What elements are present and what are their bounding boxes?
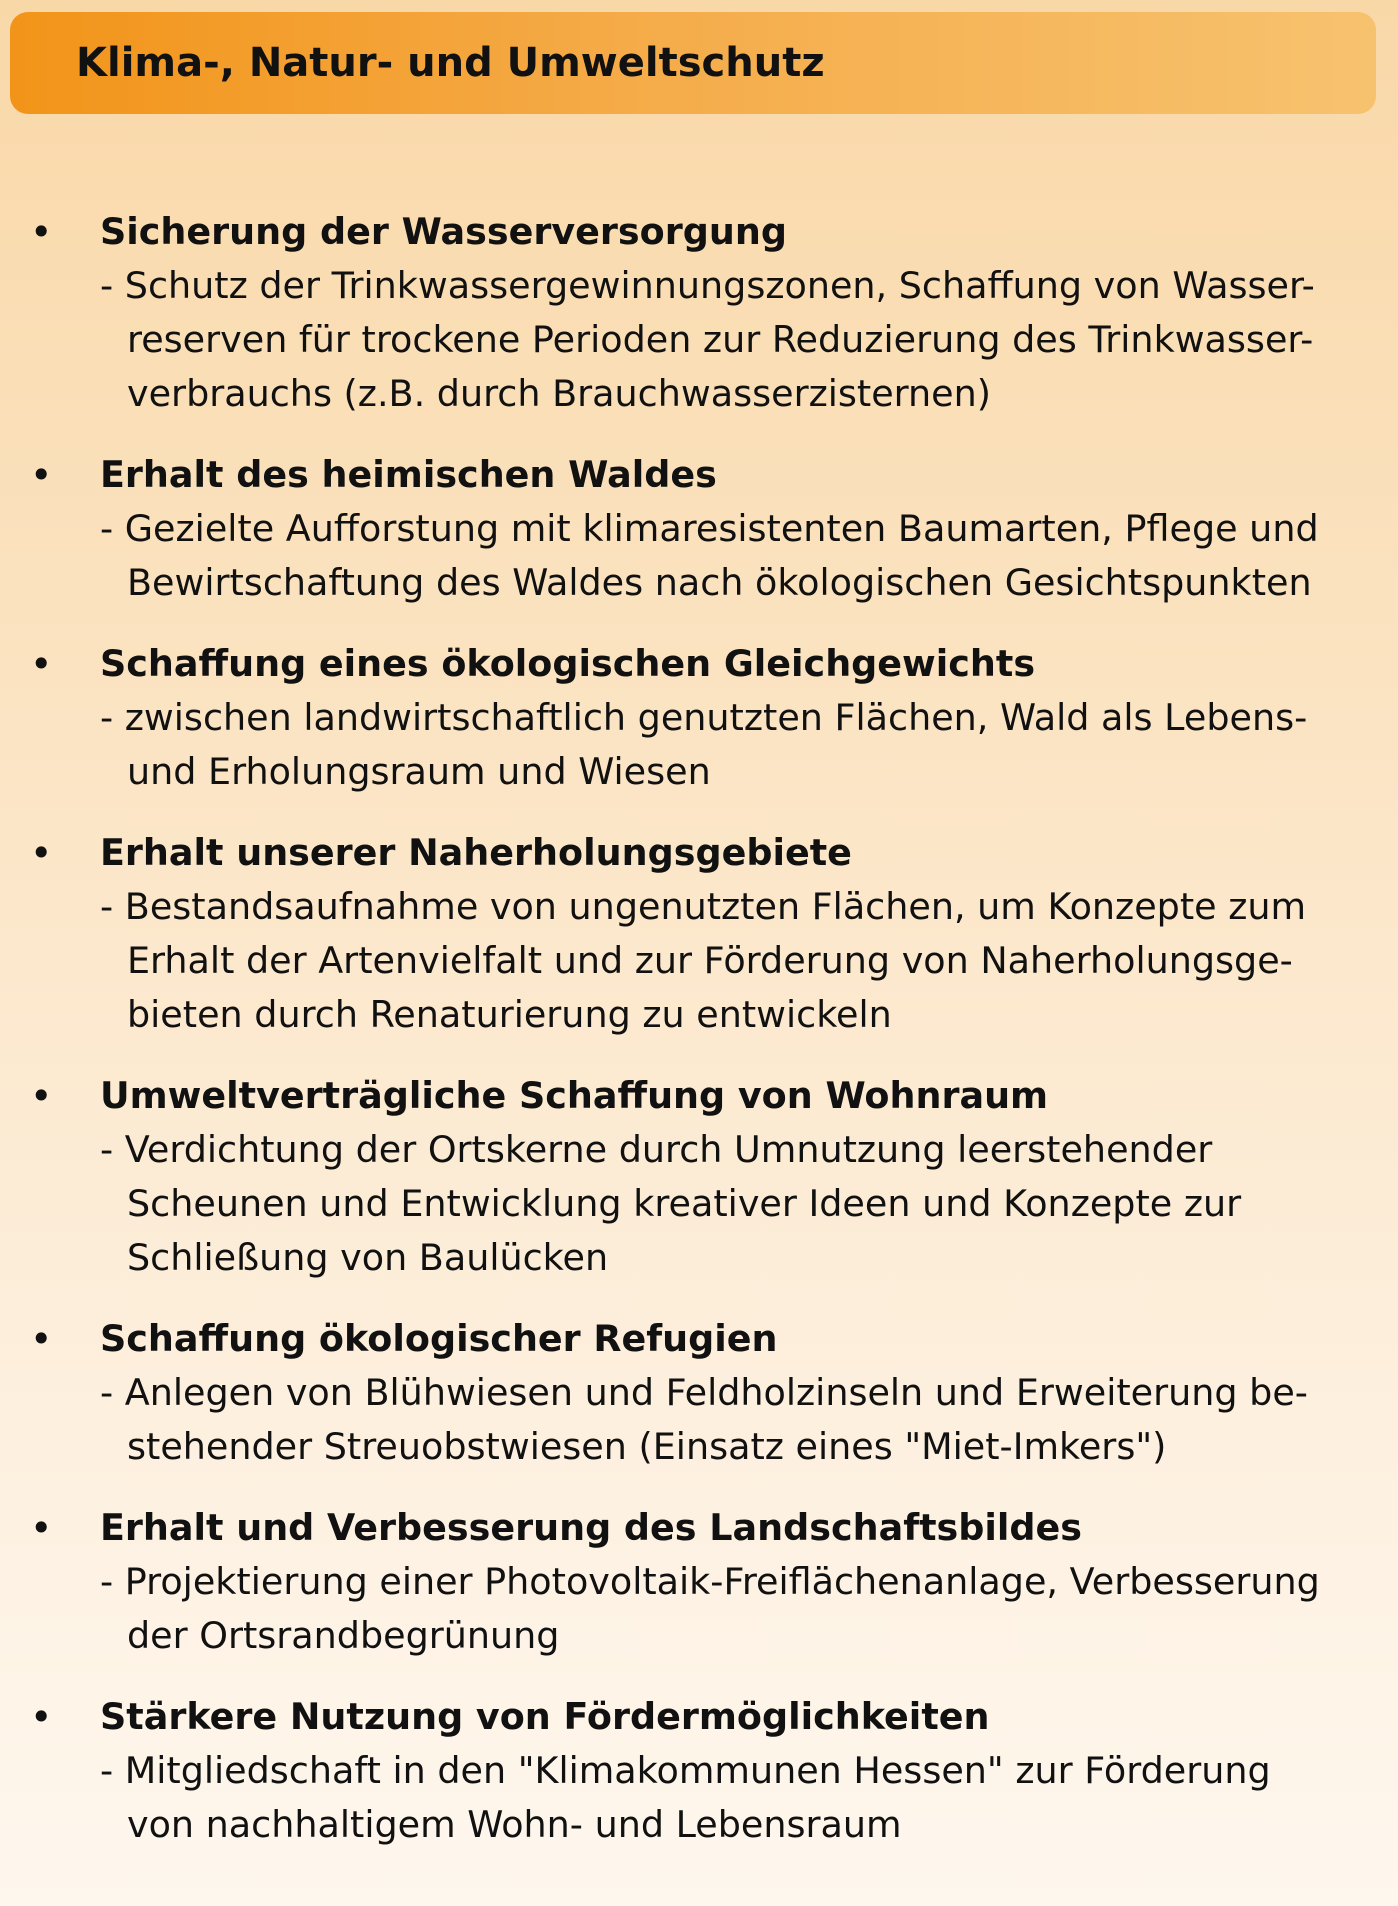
item-description: - Gezielte Aufforstung mit klimaresistenten Baumarten, Pflege und Bewirtschaftung des Waldes nach ökologischen Gesichtspunkten xyxy=(100,507,1319,604)
bullet-icon: • xyxy=(30,642,53,686)
list-item xyxy=(0,637,1398,799)
bullet-icon: • xyxy=(30,1074,53,1118)
bullet-icon: • xyxy=(30,210,53,254)
item-title: Erhalt unserer Naherholungsgebiete xyxy=(100,831,852,874)
item-description: - Verdichtung der Ortskerne durch Umnutzung leerstehender Scheunen und Entwicklung kreativer Ideen und Konzepte zur Schließung von Baulücken xyxy=(100,1128,1242,1279)
bullet-icon: • xyxy=(30,1317,53,1361)
list-item xyxy=(0,448,1398,610)
list-item xyxy=(0,1690,1398,1852)
bullet-icon: • xyxy=(30,1506,53,1550)
list-item xyxy=(0,205,1398,421)
list-item xyxy=(0,826,1398,1042)
bullet-icon: • xyxy=(30,1695,53,1739)
bullet-icon: • xyxy=(30,831,53,875)
item-description: - Bestandsaufnahme von ungenutzten Flächen, um Konzepte zum Erhalt der Artenvielfalt und zur Förderung von Naherholungsge- bieten durch Renaturierung zu entwickeln xyxy=(100,885,1307,1036)
item-description: - Projektierung einer Photovoltaik-Freiflächenanlage, Verbesserung der Ortsrandbegrünung xyxy=(100,1560,1320,1657)
item-description: - zwischen landwirtschaftlich genutzten Flächen, Wald als Lebens- und Erholungsraum und Wiesen xyxy=(100,696,1308,793)
item-description: - Mitgliedschaft in den "Klimakommunen Hessen" zur Förderung von nachhaltigem Wohn- und Lebensraum xyxy=(100,1749,1271,1846)
section-header xyxy=(10,12,1376,114)
section-title: Klima-, Natur- und Umweltschutz xyxy=(76,40,825,86)
item-title: Schaffung eines ökologischen Gleichgewichts xyxy=(100,642,1036,685)
item-description: - Schutz der Trinkwassergewinnungszonen, Schaffung von Wasser- reserven für trockene Perioden zur Reduzierung des Trinkwasser- verbrauchs (z.B. durch Brauchwasserzisternen) xyxy=(100,264,1315,415)
bullet-icon: • xyxy=(30,453,53,497)
item-title: Erhalt und Verbesserung des Landschaftsbildes xyxy=(100,1506,1083,1549)
list-item xyxy=(0,1501,1398,1663)
goal-list xyxy=(0,205,1398,1879)
item-title: Stärkere Nutzung von Fördermöglichkeiten xyxy=(100,1695,990,1738)
item-title: Sicherung der Wasserversorgung xyxy=(100,210,787,253)
list-item xyxy=(0,1069,1398,1285)
item-title: Erhalt des heimischen Waldes xyxy=(100,453,717,496)
list-item xyxy=(0,1312,1398,1474)
item-description: - Anlegen von Blühwiesen und Feldholzinseln und Erweiterung be- stehender Streuobstwiesen (Einsatz eines "Miet-Imkers") xyxy=(100,1371,1308,1468)
item-title: Umweltverträgliche Schaffung von Wohnraum xyxy=(100,1074,1049,1117)
item-title: Schaffung ökologischer Refugien xyxy=(100,1317,778,1360)
